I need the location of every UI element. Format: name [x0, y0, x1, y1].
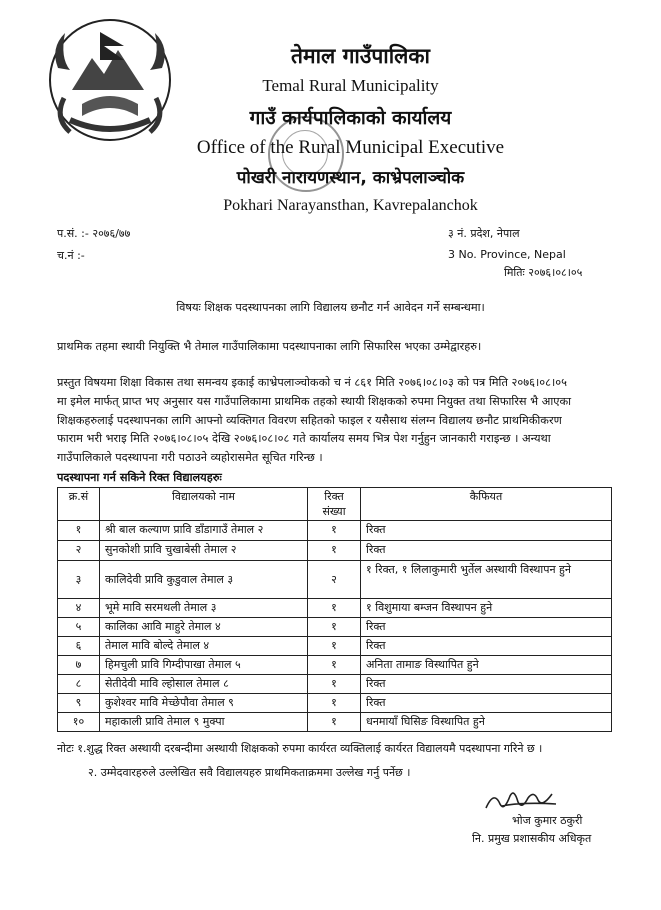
cell-remarks: रिक्त	[361, 694, 612, 713]
header-remarks: कैफियत	[361, 488, 612, 521]
province-en: 3 No. Province, Nepal	[448, 248, 566, 261]
table-row	[58, 637, 612, 656]
cell-serial: ४	[58, 599, 100, 618]
cell-serial: २	[58, 541, 100, 561]
cell-count: १	[308, 618, 361, 637]
cell-school: भूमे मावि सरमथली तेमाल ३	[100, 599, 308, 618]
body-line: फाराम भरी भराइ मिति २०७६।०८।०५ देखि २०७६।०८।०८ गते कार्यालय समय भित्र पेश गर्नुहुन जानकारी गराइन्छ । अन्यथा	[57, 432, 551, 446]
body-line: गाउँपालिकाले पदस्थापना गरी पठाउने व्यहोरासमेत सूचित गरिन्छ ।	[57, 451, 323, 465]
municipality-name-np: तेमाल गाउँपालिका	[291, 44, 430, 68]
cell-school: सेतीदेवी मावि ल्होसाल तेमाल ८	[100, 675, 308, 694]
cell-count: २	[308, 561, 361, 599]
table-row	[58, 656, 612, 675]
cell-school: महाकाली प्रावि तेमाल ९ मुक्पा	[100, 713, 308, 732]
cell-school: कुशेश्वर मावि मेच्छेपौवा तेमाल ९	[100, 694, 308, 713]
cell-remarks: १ रिक्त, १ लिलाकुमारी भुर्तेल अस्थायी विस्थापन हुने	[361, 561, 612, 599]
address-en: Pokhari Narayansthan, Kavrepalanchok	[223, 197, 478, 214]
cell-count: १	[308, 694, 361, 713]
letter-date: मितिः २०७६।०८।०५	[504, 266, 583, 279]
cell-count: १	[308, 599, 361, 618]
signatory-title: नि. प्रमुख प्रशासकीय अधिकृत	[472, 832, 592, 845]
table-row	[58, 618, 612, 637]
cell-serial: ५	[58, 618, 100, 637]
cell-count: १	[308, 713, 361, 732]
cell-school: श्री बाल कल्याण प्रावि डाँडागाउँ तेमाल २	[100, 521, 308, 541]
body-line: शिक्षकहरुलाई पदस्थापनका लागि आफ्नो व्यक्तिगत विवरण सहितको फाइल र यसैसाथ संलग्न विद्यालय छनौट प्राथमिकीकरण	[57, 413, 562, 427]
table-row	[58, 713, 612, 732]
cell-count: १	[308, 656, 361, 675]
note-1: नोटः १.शुद्ध रिक्त अस्थायी दरबन्दीमा अस्थायी शिक्षकको रुपमा कार्यरत व्यक्तिलाई कार्यरत विद्यालयमै पदस्थापना गरिने छ ।	[57, 742, 543, 755]
cell-remarks: रिक्त	[361, 541, 612, 561]
header-school-name: विद्यालयको नाम	[100, 488, 308, 521]
cell-count: १	[308, 541, 361, 561]
cell-remarks: रिक्त	[361, 521, 612, 541]
cell-school: हिमचुली प्रावि गिम्दीपाखा तेमाल ५	[100, 656, 308, 675]
dispatch-number: च.नं :-	[57, 249, 85, 262]
body-paragraph	[57, 374, 617, 468]
cell-serial: ३	[58, 561, 100, 599]
cell-serial: १०	[58, 713, 100, 732]
table-row	[58, 521, 612, 541]
vacancy-table	[57, 487, 612, 732]
cell-remarks: रिक्त	[361, 618, 612, 637]
cell-serial: ६	[58, 637, 100, 656]
signature	[482, 784, 562, 816]
body-line: प्रस्तुत विषयमा शिक्षा विकास तथा समन्वय इकाई काभ्रेपलाञ्चोकको च नं ८६१ मिति २०७६।०८।०३ को पत्र मिति २०७६।०८।०५	[57, 376, 568, 389]
table-header-row	[58, 488, 612, 521]
cell-remarks: अनिता तामाङ विस्थापित हुने	[361, 656, 612, 675]
cell-school: तेमाल मावि बोल्दे तेमाल ४	[100, 637, 308, 656]
office-name-en: Office of the Rural Municipal Executive	[196, 137, 505, 158]
cell-count: १	[308, 521, 361, 541]
table-row	[58, 541, 612, 561]
cell-school: कालिदेवी प्रावि कुडुवाल तेमाल ३	[100, 561, 308, 599]
cell-count: १	[308, 675, 361, 694]
intro-line: प्राथमिक तहमा स्थायी नियुक्ति भै तेमाल गाउँपालिकामा पदस्थापनाका लागि सिफारिस भएका उम्मेद्वारहरु।	[57, 340, 482, 353]
address-np: पोखरी नारायणस्थान, काभ्रेपलाञ्चोक	[236, 168, 465, 188]
reference-number: प.सं. :- २०७६/७७	[57, 227, 131, 240]
cell-remarks: रिक्त	[361, 637, 612, 656]
body-line: मा इमेल मार्फत् प्राप्त भए अनुसार यस गाउँपालिकामा प्राथमिक तहको स्थायी शिक्षकको रुपमा नियुक्त तथा सिफारिस भै आएका	[57, 394, 572, 408]
signatory-name: भोज कुमार ठकुरी	[512, 814, 583, 827]
cell-serial: ९	[58, 694, 100, 713]
table-row	[58, 675, 612, 694]
cell-remarks: रिक्त	[361, 675, 612, 694]
cell-serial: १	[58, 521, 100, 541]
table-row	[58, 561, 612, 599]
cell-remarks: १ विशुमाया बम्जन विस्थापन हुने	[361, 599, 612, 618]
cell-serial: ८	[58, 675, 100, 694]
cell-school: सुनकोशी प्रावि चुखाबेसी तेमाल २	[100, 541, 308, 561]
table-row	[58, 599, 612, 618]
municipality-name-en: Temal Rural Municipality	[262, 76, 439, 95]
table-title: पदस्थापना गर्न सकिने रिक्त विद्यालयहरुः	[57, 471, 222, 484]
cell-serial: ७	[58, 656, 100, 675]
table-row	[58, 694, 612, 713]
cell-count: १	[308, 637, 361, 656]
header-serial: क्र.सं	[58, 488, 100, 521]
province-np: ३ नं. प्रदेश, नेपाल	[448, 227, 520, 240]
office-name-np: गाउँ कार्यपालिकाको कार्यालय	[249, 107, 452, 129]
cell-remarks: धनमायाँ घिसिङ विस्थापित हुने	[361, 713, 612, 732]
cell-school: कालिका आवि माहुरे तेमाल ४	[100, 618, 308, 637]
note-2: २. उम्मेदवारहरुले उल्लेखित सवै विद्यालयहरु प्राथमिकताक्रममा उल्लेख गर्नु पर्नेछ ।	[88, 766, 411, 779]
header-vacancy-count: रिक्त संख्या	[308, 488, 361, 521]
letter-subject: विषयः शिक्षक पदस्थापनका लागि विद्यालय छनौट गर्न आवेदन गर्ने सम्बन्धमा।	[176, 301, 485, 314]
